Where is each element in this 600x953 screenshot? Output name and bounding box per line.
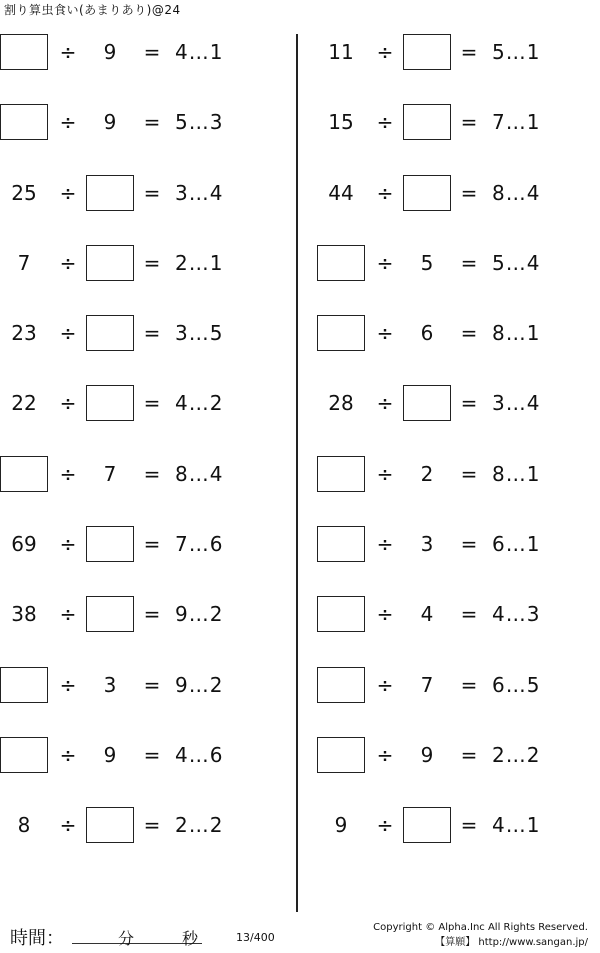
dividend-value: 11 [328, 40, 354, 64]
result [175, 245, 235, 281]
result [175, 175, 235, 211]
result [175, 385, 235, 421]
result [175, 596, 235, 632]
equals-sign: = [143, 391, 161, 416]
dividend-answer-box[interactable] [0, 667, 48, 703]
equals-sign: = [460, 40, 478, 64]
result [175, 34, 235, 70]
equals-sign: = [460, 602, 478, 627]
remainder-ellipsis: … [188, 672, 210, 697]
divide-sign: ÷ [376, 813, 394, 838]
division-problem [317, 227, 600, 297]
division-problem [0, 789, 290, 859]
divide-sign: ÷ [59, 321, 77, 346]
division-problem [0, 227, 290, 297]
divide-sign: ÷ [59, 391, 77, 416]
dividend-value: 23 [11, 321, 37, 346]
division-problem [0, 367, 290, 437]
quotient: 7 [175, 532, 189, 557]
equals-sign: = [460, 321, 478, 346]
remainder: 1 [526, 321, 541, 346]
remainder: 1 [209, 250, 224, 275]
dividend-value: 38 [11, 602, 37, 627]
divide-sign: ÷ [59, 40, 77, 64]
remainder: 1 [526, 461, 541, 486]
divide-sign: ÷ [59, 180, 77, 205]
remainder-ellipsis: … [188, 110, 210, 135]
quotient: 4 [175, 391, 189, 416]
result [175, 315, 235, 351]
copyright-block [373, 920, 588, 950]
remainder: 6 [209, 742, 224, 767]
division-problem [0, 719, 290, 789]
divide-sign: ÷ [59, 110, 77, 135]
quotient: 4 [492, 813, 506, 838]
quotient: 2 [175, 813, 189, 838]
remainder: 1 [526, 813, 541, 838]
quotient: 8 [175, 461, 189, 486]
equals-sign: = [143, 110, 161, 135]
divide-sign: ÷ [59, 602, 77, 627]
division-problem [0, 16, 290, 86]
quotient: 2 [492, 742, 506, 767]
divide-sign: ÷ [59, 672, 77, 697]
equals-sign: = [460, 532, 478, 557]
remainder: 4 [209, 180, 224, 205]
remainder-ellipsis: … [188, 180, 210, 205]
remainder-ellipsis: … [188, 321, 210, 346]
division-problem [0, 578, 290, 648]
page-number: 13/400 [236, 931, 275, 944]
remainder: 2 [209, 813, 224, 838]
dividend-value: 15 [328, 110, 354, 135]
dividend-answer-box[interactable] [317, 526, 365, 562]
remainder-ellipsis: … [188, 391, 210, 416]
division-problem [317, 438, 600, 508]
remainder-ellipsis: … [188, 602, 210, 627]
quotient: 8 [492, 180, 506, 205]
result [492, 385, 552, 421]
column-divider [296, 34, 298, 912]
equals-sign: = [460, 110, 478, 135]
division-problem [317, 508, 600, 578]
divide-sign: ÷ [59, 742, 77, 767]
minutes-label: 分 [118, 929, 135, 948]
remainder: 3 [209, 110, 224, 135]
divisor-answer-box[interactable] [403, 807, 451, 843]
remainder: 4 [526, 250, 541, 275]
division-problem [317, 649, 600, 719]
result [492, 807, 552, 843]
divisor-value: 3 [420, 532, 434, 557]
divisor-value: 9 [103, 110, 117, 135]
dividend-value: 69 [11, 532, 37, 557]
result [175, 737, 235, 773]
seconds-label: 秒 [182, 929, 199, 948]
divisor-value: 3 [103, 672, 117, 697]
divide-sign: ÷ [376, 602, 394, 627]
equals-sign: = [460, 250, 478, 275]
worksheet-title: 割り算虫食い(あまりあり)@24 [4, 3, 181, 17]
divisor-value: 5 [420, 250, 434, 275]
divisor-answer-box[interactable] [86, 385, 134, 421]
divisor-value: 4 [420, 602, 434, 627]
equals-sign: = [143, 672, 161, 697]
remainder: 1 [526, 110, 541, 135]
remainder: 2 [209, 391, 224, 416]
division-problem [317, 578, 600, 648]
dividend-value: 7 [17, 250, 31, 275]
result [175, 104, 235, 140]
divisor-answer-box[interactable] [86, 807, 134, 843]
remainder-ellipsis: … [505, 742, 527, 767]
dividend-answer-box[interactable] [0, 456, 48, 492]
dividend-answer-box[interactable] [0, 104, 48, 140]
remainder-ellipsis: … [188, 813, 210, 838]
divide-sign: ÷ [59, 461, 77, 486]
divide-sign: ÷ [376, 250, 394, 275]
result [492, 315, 552, 351]
quotient: 6 [492, 532, 506, 557]
result [492, 34, 552, 70]
divide-sign: ÷ [59, 813, 77, 838]
division-problem [317, 157, 600, 227]
divisor-answer-box[interactable] [86, 175, 134, 211]
dividend-answer-box[interactable] [317, 737, 365, 773]
result [492, 737, 552, 773]
remainder: 5 [209, 321, 224, 346]
division-problem [0, 86, 290, 156]
equals-sign: = [143, 250, 161, 275]
divisor-answer-box[interactable] [403, 175, 451, 211]
divisor-answer-box[interactable] [403, 104, 451, 140]
dividend-value: 44 [328, 180, 354, 205]
dividend-answer-box[interactable] [317, 596, 365, 632]
divide-sign: ÷ [376, 391, 394, 416]
divide-sign: ÷ [376, 110, 394, 135]
dividend-answer-box[interactable] [317, 667, 365, 703]
divisor-value: 7 [103, 461, 117, 486]
division-problem [0, 157, 290, 227]
division-problem [317, 16, 600, 86]
equals-sign: = [460, 742, 478, 767]
remainder: 2 [209, 672, 224, 697]
result [175, 526, 235, 562]
remainder-ellipsis: … [188, 742, 210, 767]
remainder: 1 [526, 532, 541, 557]
result [492, 175, 552, 211]
result [492, 526, 552, 562]
equals-sign: = [460, 813, 478, 838]
copyright-text: Copyright © Alpha.Inc All Rights Reserved. [373, 922, 588, 933]
equals-sign: = [460, 461, 478, 486]
quotient: 3 [175, 180, 189, 205]
remainder: 6 [209, 532, 224, 557]
equals-sign: = [143, 180, 161, 205]
divisor-answer-box[interactable] [403, 385, 451, 421]
dividend-answer-box[interactable] [317, 456, 365, 492]
quotient: 2 [175, 250, 189, 275]
quotient: 3 [175, 321, 189, 346]
remainder-ellipsis: … [505, 672, 527, 697]
equals-sign: = [143, 602, 161, 627]
quotient: 4 [175, 742, 189, 767]
dividend-value: 8 [17, 813, 31, 838]
dividend-answer-box[interactable] [0, 34, 48, 70]
equals-sign: = [143, 532, 161, 557]
remainder: 4 [526, 391, 541, 416]
result [175, 667, 235, 703]
remainder-ellipsis: … [188, 250, 210, 275]
divisor-value: 2 [420, 461, 434, 486]
remainder: 1 [526, 40, 541, 64]
remainder-ellipsis: … [505, 813, 527, 838]
quotient: 5 [492, 40, 506, 64]
dividend-value: 22 [11, 391, 37, 416]
remainder-ellipsis: … [505, 602, 527, 627]
divisor-answer-box[interactable] [86, 245, 134, 281]
divisor-value: 7 [420, 672, 434, 697]
quotient: 4 [175, 40, 189, 64]
result [175, 456, 235, 492]
quotient: 8 [492, 321, 506, 346]
site-link[interactable]: 【算願】 http://www.sangan.jp/ [435, 937, 588, 948]
division-problem [0, 297, 290, 367]
remainder-ellipsis: … [188, 40, 210, 64]
divisor-answer-box[interactable] [403, 34, 451, 70]
result [492, 667, 552, 703]
remainder-ellipsis: … [505, 250, 527, 275]
result [175, 807, 235, 843]
dividend-answer-box[interactable] [317, 245, 365, 281]
divisor-value: 6 [420, 321, 434, 346]
result [492, 245, 552, 281]
time-label: 時間： [10, 928, 64, 949]
quotient: 7 [492, 110, 506, 135]
divisor-value: 9 [103, 742, 117, 767]
equals-sign: = [460, 180, 478, 205]
quotient: 6 [492, 672, 506, 697]
dividend-answer-box[interactable] [0, 737, 48, 773]
remainder-ellipsis: … [505, 532, 527, 557]
quotient: 5 [175, 110, 189, 135]
divide-sign: ÷ [376, 532, 394, 557]
quotient: 4 [492, 602, 506, 627]
dividend-value: 28 [328, 391, 354, 416]
divide-sign: ÷ [376, 742, 394, 767]
division-problem [0, 438, 290, 508]
remainder: 2 [526, 742, 541, 767]
remainder-ellipsis: … [188, 532, 210, 557]
quotient: 9 [175, 672, 189, 697]
equals-sign: = [460, 391, 478, 416]
equals-sign: = [143, 461, 161, 486]
remainder: 4 [526, 180, 541, 205]
remainder-ellipsis: … [505, 321, 527, 346]
result [492, 596, 552, 632]
division-problem [0, 508, 290, 578]
result [492, 104, 552, 140]
divide-sign: ÷ [376, 672, 394, 697]
dividend-answer-box[interactable] [317, 315, 365, 351]
divisor-value: 9 [103, 40, 117, 64]
equals-sign: = [143, 321, 161, 346]
remainder-ellipsis: … [505, 40, 527, 64]
result [492, 456, 552, 492]
remainder: 5 [526, 672, 541, 697]
division-problem [317, 789, 600, 859]
remainder-ellipsis: … [505, 110, 527, 135]
divisor-answer-box[interactable] [86, 526, 134, 562]
remainder: 4 [209, 461, 224, 486]
dividend-value: 25 [11, 180, 37, 205]
right-problem-column [317, 16, 600, 856]
remainder: 2 [209, 602, 224, 627]
divide-sign: ÷ [376, 40, 394, 64]
remainder: 3 [526, 602, 541, 627]
remainder-ellipsis: … [188, 461, 210, 486]
divisor-answer-box[interactable] [86, 596, 134, 632]
remainder-ellipsis: … [505, 461, 527, 486]
division-problem [317, 719, 600, 789]
quotient: 9 [175, 602, 189, 627]
equals-sign: = [143, 40, 161, 64]
division-problem [0, 649, 290, 719]
quotient: 3 [492, 391, 506, 416]
remainder-ellipsis: … [505, 180, 527, 205]
divide-sign: ÷ [376, 461, 394, 486]
division-problem [317, 297, 600, 367]
divide-sign: ÷ [376, 180, 394, 205]
quotient: 8 [492, 461, 506, 486]
dividend-value: 9 [334, 813, 348, 838]
quotient: 5 [492, 250, 506, 275]
equals-sign: = [460, 672, 478, 697]
remainder-ellipsis: … [505, 391, 527, 416]
division-problem [317, 367, 600, 437]
divisor-answer-box[interactable] [86, 315, 134, 351]
divisor-value: 9 [420, 742, 434, 767]
divide-sign: ÷ [376, 321, 394, 346]
left-problem-column [0, 16, 290, 856]
equals-sign: = [143, 813, 161, 838]
divide-sign: ÷ [59, 532, 77, 557]
division-problem [317, 86, 600, 156]
equals-sign: = [143, 742, 161, 767]
divide-sign: ÷ [59, 250, 77, 275]
remainder: 1 [209, 40, 224, 64]
